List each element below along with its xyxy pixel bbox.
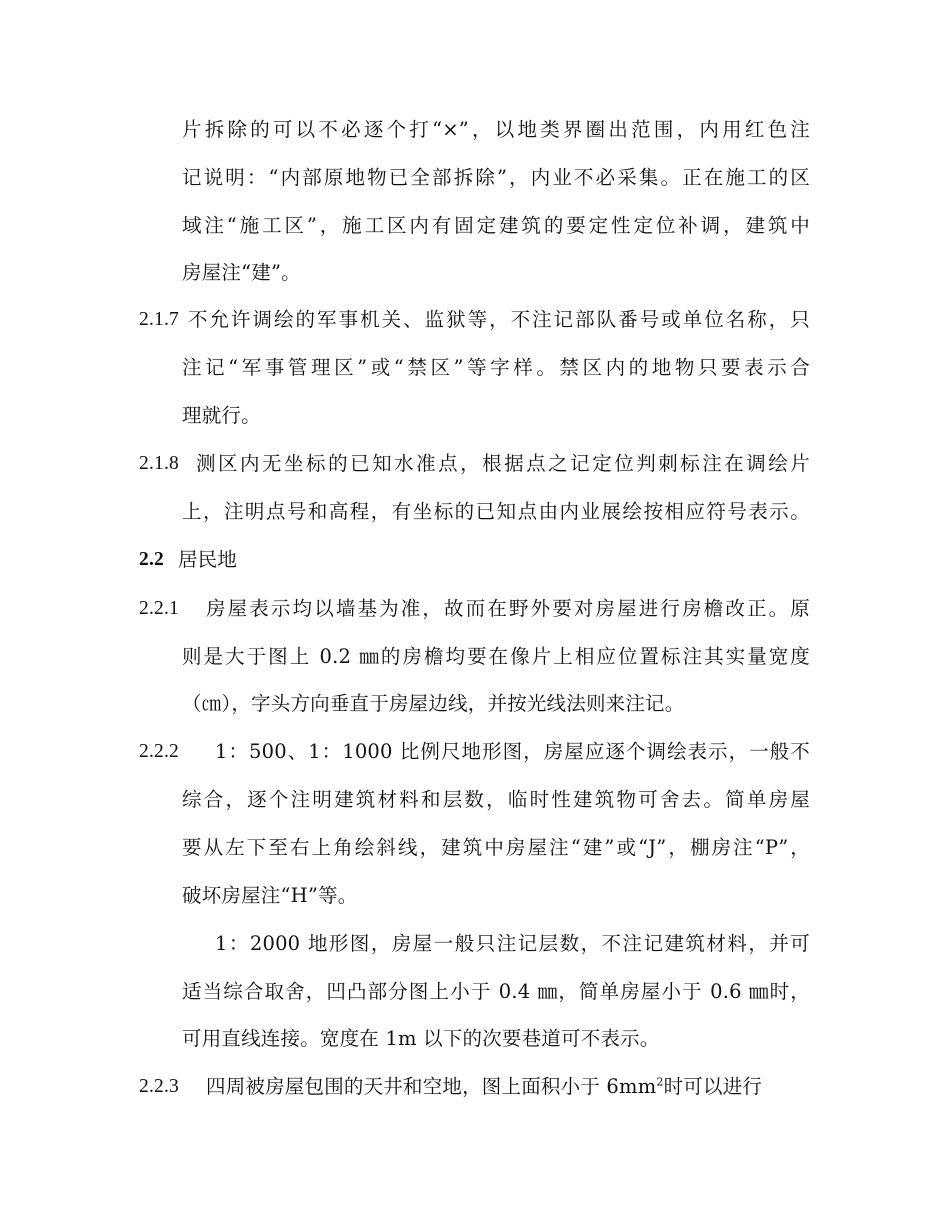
text-line: 片拆除的可以不必逐个打“×”，以地类界圈出范围，内用红色注: [182, 118, 810, 141]
superscript: 2: [656, 1075, 664, 1089]
text-line: （㎝），字头方向垂直于房屋边线，并按光线法则来注记。: [182, 692, 685, 715]
text-line: 记说明：“内部原地物已全部拆除”，内业不必采集。正在施工的区: [182, 166, 810, 189]
text-line: 不允许调绘的军事机关、监狱等，不注记部队番号或单位名称，只: [188, 308, 810, 331]
text-line: 上，注明点号和高程，有坐标的已知点由内业展绘按相应符号表示。: [182, 500, 810, 523]
section-number: 2.1.8: [139, 453, 179, 474]
section-number: 2.1.7: [139, 309, 179, 330]
text-line: 综合，逐个注明建筑材料和层数，临时性建筑物可舍去。简单房屋: [182, 788, 810, 811]
text-line: 域注“施工区”，施工区内有固定建筑的要定性定位补调，建筑中: [182, 214, 810, 237]
text-line: [206, 1073, 762, 1101]
section-title: 居民地: [178, 548, 238, 571]
text-line: 注记“军事管理区”或“禁区”等字样。禁区内的地物只要表示合: [182, 356, 810, 379]
text-line: 1：500、1：1000 比例尺地形图，房屋应逐个调绘表示，一般不: [215, 740, 810, 763]
section-number: 2.2: [139, 549, 164, 570]
text-line: 可用直线连接。宽度在 1m 以下的次要巷道可不表示。: [182, 1027, 660, 1050]
text-line: 则是大于图上 0.2 ㎜的房檐均要在像片上相应位置标注其实量宽度: [182, 645, 810, 668]
text-line: 理就行。: [182, 404, 261, 427]
text-line: 适当综合取舍，凹凸部分图上小于 0.4 ㎜，简单房屋小于 0.6 ㎜时，: [182, 980, 810, 1003]
text-fragment: 时可以进行: [663, 1075, 763, 1098]
text-line: 要从左下至右上角绘斜线，建筑中房屋注“建”或“J”，棚房注“P”，: [182, 836, 810, 859]
section-number: 2.2.1: [139, 598, 179, 619]
section-number: 2.2.2: [139, 741, 179, 762]
text-line: 破坏房屋注“H”等。: [182, 884, 358, 907]
text-line: 测区内无坐标的已知水准点，根据点之记定位判刺标注在调绘片: [196, 452, 810, 475]
text-fragment: 四周被房屋包围的天井和空地，图上面积小于 6mm: [206, 1075, 657, 1098]
text-line: 房屋注“建”。: [182, 261, 301, 284]
section-number: 2.2.3: [139, 1076, 179, 1097]
text-line: 房屋表示均以墙基为准，故而在野外要对房屋进行房檐改正。原: [206, 597, 810, 620]
text-line: 1：2000 地形图，房屋一般只注记层数，不注记建筑材料，并可: [215, 932, 810, 955]
